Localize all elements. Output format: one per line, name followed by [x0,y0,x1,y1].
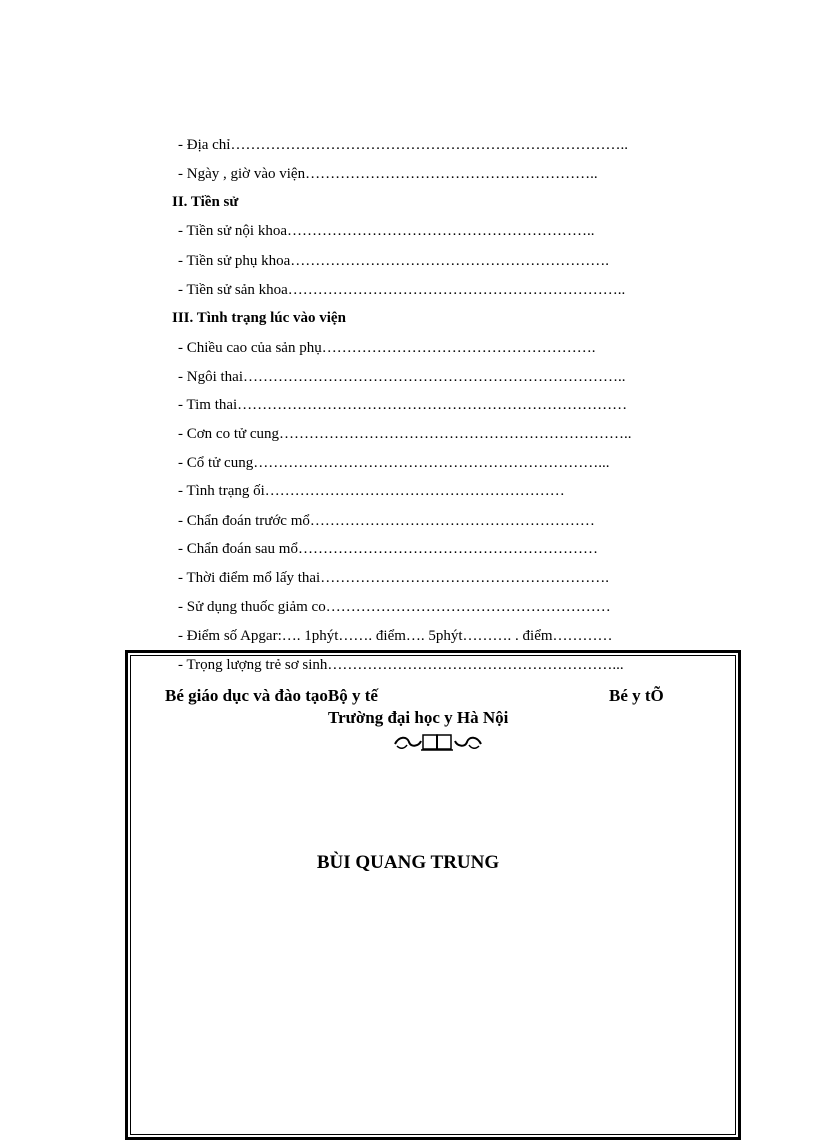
ministry-header-left: Bé giáo dục và đào tạoBộ y tế [165,686,378,705]
tocolytic-line: - Sử dụng thuốc giảm co………………………………………………… [178,599,611,615]
cervix-line: - Cổ tử cung……………………………………………………………... [178,455,610,471]
fetal-presentation-line: - Ngôi thai………………………………………………………………….. [178,369,626,385]
post-op-diagnosis-line: - Chẩn đoán sau mổ…………………………………………………… [178,541,598,557]
delivery-time-line: - Thời điểm mổ lấy thai…………………………………………………. [178,570,609,586]
author-name: BÙI QUANG TRUNG [316,852,500,873]
ministry-header-right: Bé y tÕ [609,686,664,705]
address-line: - Địa chỉ…………………………………………………………………….. [178,137,628,153]
newborn-weight-line: - Trọng lượng trẻ sơ sinh…………………………………………………... [178,657,624,673]
admission-time-line: - Ngày , giờ vào viện………………………………………………….. [178,166,598,182]
obstetric-history-line: - Tiền sử sản khoa………………………………………………………….. [178,282,626,298]
apgar-score-line: - Điểm số Apgar:…. 1phýt……. điểm…. 5phýt………. . điểm………… [178,628,613,644]
medical-history-line: - Tiền sử nội khoa…………………………………………………….. [178,223,595,239]
section-heading-admission-status: III. Tình trạng lúc vào viện [172,310,346,326]
book-ornament-icon [393,732,483,752]
fetal-heart-line: - Tim thai…………………………………………………………………… [178,397,628,413]
uterine-contraction-line: - Cơn co tử cung…………………………………………………………….. [178,426,632,442]
section-heading-history: II. Tiền sử [172,194,239,210]
university-name: Trường đại học y Hà Nội [328,708,509,727]
height-line: - Chiều cao của sản phụ………………………………………………. [178,340,596,356]
amniotic-status-line: - Tình trạng ối…………………………………………………… [178,483,565,499]
pre-op-diagnosis-line: - Chẩn đoán trước mổ………………………………………………… [178,513,595,529]
gynecological-history-line: - Tiền sử phụ khoa………………………………………………………. [178,253,610,269]
